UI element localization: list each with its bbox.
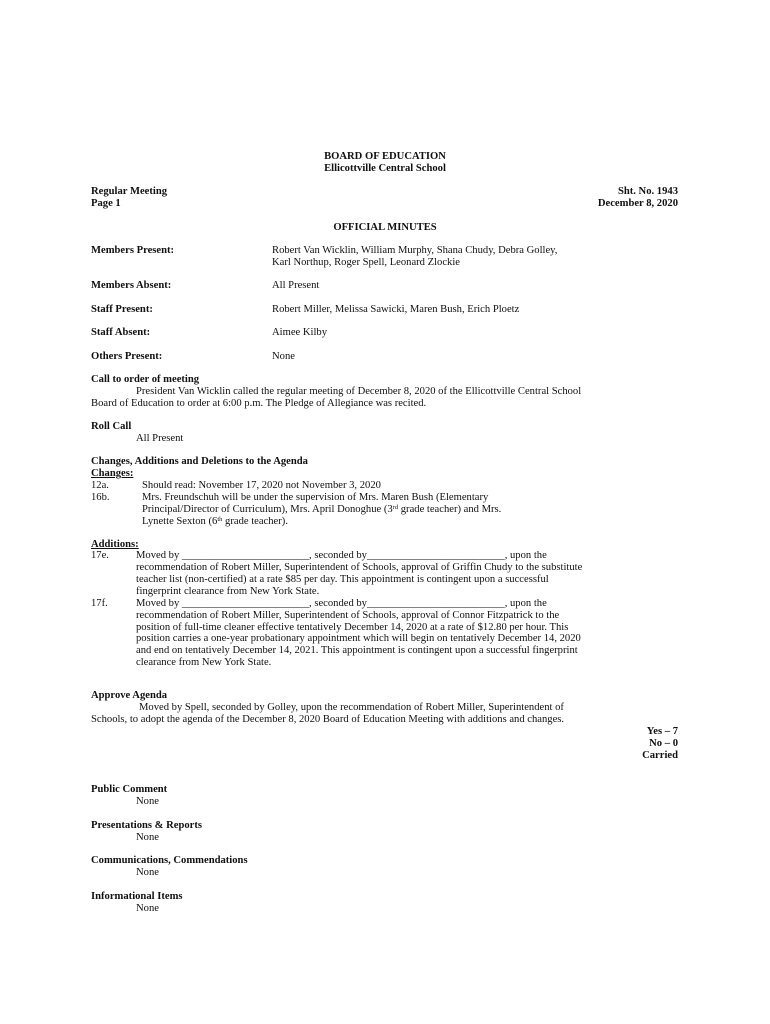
members-present-value: Robert Van Wicklin, William Murphy, Shana Chudy, Debra Golley, [272, 245, 558, 256]
approve-agenda-heading: Approve Agenda [91, 690, 168, 701]
approve-agenda-text-cont: Schools, to adopt the agenda of the December 8, 2020 Board of Education Meeting with additions and changes. [91, 714, 565, 725]
ordinal-suffix: rd [392, 504, 399, 511]
item-text [142, 504, 501, 516]
changes-heading: Changes, Additions and Deletions to the Agenda [91, 456, 308, 467]
call-to-order-text: President Van Wicklin called the regular meeting of December 8, 2020 of the Ellicottville Central School [136, 386, 582, 397]
item-number: 17e. [91, 550, 109, 561]
members-absent-value: All Present [272, 280, 320, 291]
additions-subheading: Additions: [91, 539, 139, 550]
vote-yes: Yes – 7 [646, 726, 678, 737]
item-text: position carries a one-year probationary appointment which will begin on tentatively December 14, 2020 [136, 633, 581, 644]
item-text-part: grade teacher) and Mrs. [398, 504, 502, 515]
item-text: Should read: November 17, 2020 not November 3, 2020 [142, 480, 381, 491]
item-text [142, 516, 288, 528]
members-present-value-cont: Karl Northup, Roger Spell, Leonard Zlockie [272, 257, 460, 268]
members-present-label: Members Present: [91, 245, 175, 256]
item-text: fingerprint clearance from New York State. [136, 586, 320, 597]
staff-present-label: Staff Present: [91, 304, 153, 315]
members-absent-label: Members Absent: [91, 280, 172, 291]
page-number: Page 1 [91, 198, 121, 209]
item-text-part: Lynette Sexton (6 [142, 516, 218, 527]
staff-absent-label: Staff Absent: [91, 327, 151, 338]
roll-call-heading: Roll Call [91, 421, 132, 432]
ordinal-suffix: th [217, 516, 223, 523]
communications-heading: Communications, Commendations [91, 855, 248, 866]
meeting-type: Regular Meeting [91, 186, 168, 197]
staff-present-value: Robert Miller, Melissa Sawicki, Maren Bush, Erich Ploetz [272, 304, 520, 315]
roll-call-text: All Present [136, 433, 184, 444]
meeting-date: December 8, 2020 [597, 198, 678, 209]
vote-result: Carried [642, 750, 678, 761]
presentations-text: None [136, 832, 159, 843]
item-text: Moved by ________________________, seconded by__________________________, upon the [136, 550, 547, 561]
public-comment-heading: Public Comment [91, 784, 168, 795]
item-text: teacher list (non-certified) at a rate $85 per day. This appointment is contingent upon a successful [136, 574, 549, 585]
item-text: clearance from New York State. [136, 657, 272, 668]
informational-items-heading: Informational Items [91, 891, 183, 902]
vote-no: No – 0 [649, 738, 678, 749]
item-text: recommendation of Robert Miller, Superintendent of Schools, approval of Griffin Chudy to the substitute [136, 562, 583, 573]
informational-items-text: None [136, 903, 159, 914]
item-text: Mrs. Freundschuh will be under the supervision of Mrs. Maren Bush (Elementary [142, 492, 489, 503]
item-text-part: grade teacher). [222, 516, 288, 527]
item-number: 16b. [91, 492, 110, 503]
others-present-label: Others Present: [91, 351, 163, 362]
communications-text: None [136, 867, 159, 878]
approve-agenda-text: Moved by Spell, seconded by Golley, upon the recommendation of Robert Miller, Superintendent of [139, 702, 564, 713]
public-comment-text: None [136, 796, 159, 807]
call-to-order-heading: Call to order of meeting [91, 374, 200, 385]
sheet-number: Sht. No. 1943 [617, 186, 678, 197]
item-text: Moved by ________________________, seconded by__________________________, upon the [136, 598, 547, 609]
item-text: and end on tentatively December 14, 2021. This appointment is contingent upon a successful fingerprint [136, 645, 578, 656]
item-text: position of full-time cleaner effective tentatively December 14, 2020 at a rate of $12.80 per hour. This [136, 622, 569, 633]
board-title: BOARD OF EDUCATION [324, 151, 446, 162]
item-number: 12a. [91, 480, 109, 491]
staff-absent-value: Aimee Kilby [272, 327, 328, 338]
presentations-heading: Presentations & Reports [91, 820, 203, 831]
item-text-part: Principal/Director of Curriculum), Mrs. April Donoghue (3 [142, 504, 393, 515]
document-title: OFFICIAL MINUTES [333, 222, 437, 233]
call-to-order-text-cont: Board of Education to order at 6:00 p.m. The Pledge of Allegiance was recited. [91, 398, 427, 409]
item-number: 17f. [91, 598, 108, 609]
changes-subheading: Changes: [91, 468, 134, 479]
others-present-value: None [272, 351, 295, 362]
item-text: recommendation of Robert Miller, Superintendent of Schools, approval of Connor Fitzpatrick to the [136, 610, 560, 621]
school-name: Ellicottville Central School [324, 163, 446, 174]
